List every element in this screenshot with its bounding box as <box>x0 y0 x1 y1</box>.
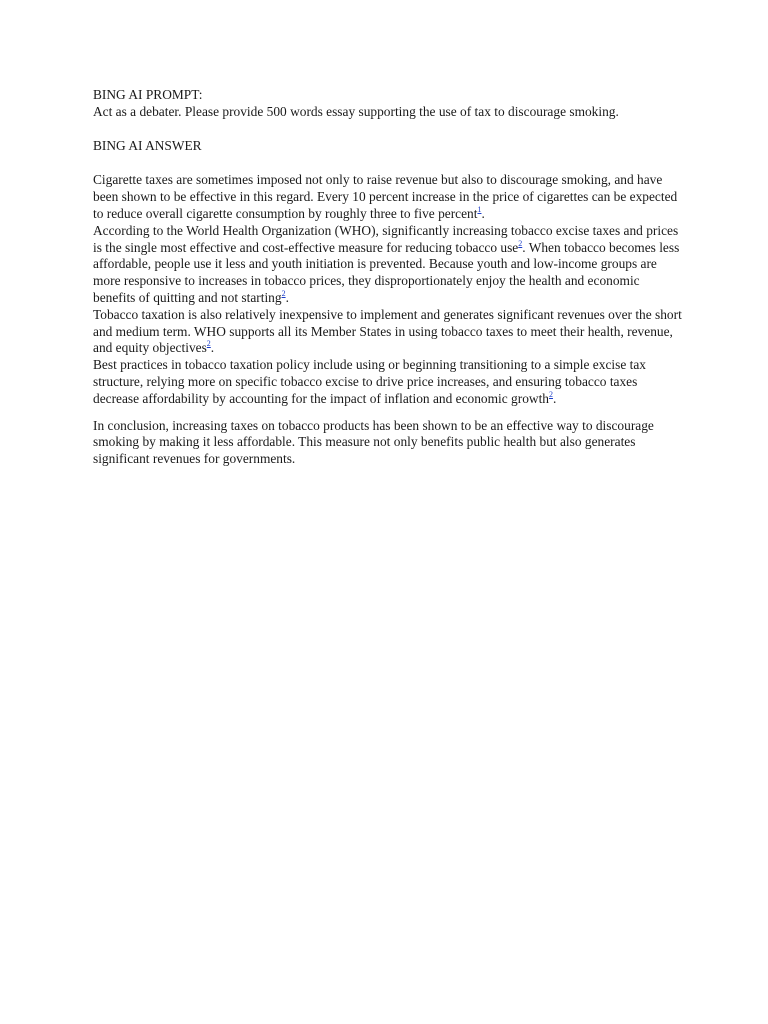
answer-paragraph-2 <box>93 223 683 307</box>
spacer <box>93 121 683 138</box>
paragraph-text: According to the World Health Organization (WHO), significantly increasing tobacco excise taxes and prices is the single most effective and cost-effective measure for reducing tobacco use <box>93 222 679 255</box>
prompt-heading: BING AI PROMPT: <box>93 87 203 102</box>
paragraph-end: . <box>210 340 215 356</box>
paragraph-end: . <box>553 390 557 406</box>
citation-link[interactable]: 2 <box>281 288 286 298</box>
paragraph-text: Cigarette taxes are sometimes imposed not only to raise revenue but also to discourage smoking, and have been shown to be effective in this regard. Every 10 percent increase in the price of cigarettes can be expected to reduce overall cigarette consumption by roughly three to five percent <box>93 172 678 221</box>
spacer <box>93 154 683 172</box>
citation-link[interactable]: 1 <box>477 204 482 214</box>
answer-paragraph-3 <box>93 307 683 357</box>
paragraph-text: Best practices in tobacco taxation policy include using or beginning transitioning to a simple excise tax structure, relying more on specific tobacco excise to drive price increases, and ensuring tobacco taxes decrease affordability by accounting for the impact of inflation and economic growth <box>93 357 646 406</box>
answer-heading: BING AI ANSWER <box>93 137 202 153</box>
paragraph-text-continued: . When tobacco becomes less affordable, people use it less and youth initiation is prevented. Because youth and low-income groups are more responsive to increases in tobacco prices, they disproportionately enjoy the health and economic benefits of quitting and not starting <box>93 239 680 305</box>
answer-paragraph-1 <box>93 172 683 222</box>
answer-conclusion: In conclusion, increasing taxes on tobacco products has been shown to be an effective way to discourage smoking by making it less affordable. This measure not only benefits public health but also generates significant revenues for governments. <box>93 417 654 467</box>
paragraph-end: . <box>481 205 485 221</box>
citation-link[interactable]: 2 <box>518 238 523 248</box>
paragraph-text: Tobacco taxation is also relatively inexpensive to implement and generates significant revenues over the short and medium term. WHO supports all its Member States in using tobacco taxes to meet their health, revenue, and equity objectives <box>93 306 682 356</box>
citation-link[interactable]: 2 <box>206 339 211 349</box>
answer-paragraph-4 <box>93 357 683 407</box>
document-page <box>93 87 683 468</box>
citation-link[interactable]: 2 <box>549 389 553 399</box>
spacer <box>93 408 683 418</box>
paragraph-end: . <box>285 289 289 305</box>
prompt-text: Act as a debater. Please provide 500 words essay supporting the use of tax to discourage smoking. <box>93 103 619 119</box>
